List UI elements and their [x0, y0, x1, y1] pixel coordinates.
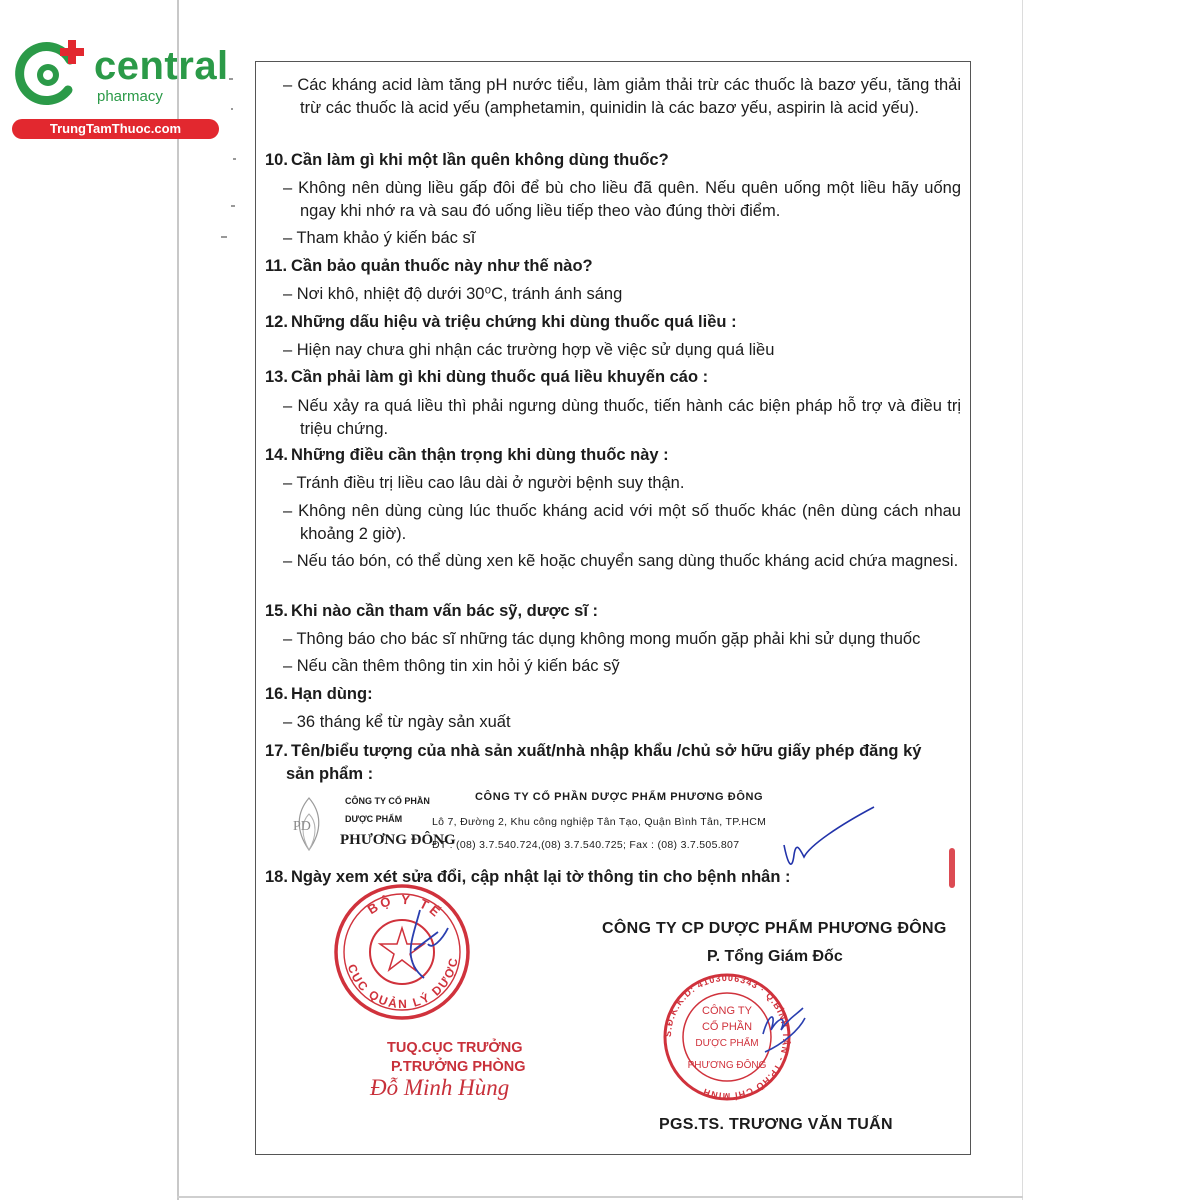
lotus-logo-icon	[287, 794, 331, 854]
bullet-item: – Thông báo cho bác sĩ những tác dụng không mong muốn gặp phải khi sử dụng thuốc	[283, 630, 921, 648]
left-signature-title-2: P.TRƯỞNG PHÒNG	[391, 1059, 526, 1075]
section-title: Tên/biểu tượng của nhà sản xuất/nhà nhập khẩu /chủ sở hữu giấy phép đăng ký	[291, 742, 922, 760]
right-signature-title: P. Tổng Giám Đốc	[707, 948, 843, 965]
manufacturer-address: Lô 7, Đường 2, Khu công nghiệp Tân Tạo, Quận Bình Tân, TP.HCM	[432, 816, 767, 828]
manufacturer-signature-icon	[770, 805, 880, 875]
central-pharmacy-logo[interactable]	[10, 38, 229, 138]
company-stamp-line: CÔNG TY	[702, 1005, 752, 1017]
scan-edge-left	[177, 0, 179, 1200]
section-number: 16.	[265, 685, 288, 703]
right-signature-name: PGS.TS. TRƯƠNG VĂN TUẤN	[659, 1116, 893, 1133]
company-stamp-line: CỔ PHẦN	[701, 1021, 753, 1033]
scan-speck	[221, 236, 227, 238]
right-signature-company: CÔNG TY CP DƯỢC PHẨM PHƯƠNG ĐÔNG	[602, 920, 947, 937]
manufacturer-phone: ĐT : (08) 3.7.540.724,(08) 3.7.540.725; Fax : (08) 3.7.505.807	[432, 839, 740, 851]
manufacturer-logo-text: PD	[293, 819, 311, 834]
svg-text:BỘ Y TẾ	[365, 892, 445, 922]
bullet-item: – Không nên dùng cùng lúc thuốc kháng acid với một số thuốc khác (nên dùng cách nhau khoảng 2 giờ).	[283, 502, 961, 543]
section-title: Khi nào cần tham vấn bác sỹ, dược sĩ :	[291, 602, 599, 620]
intro-bullet: – Các kháng acid làm tăng pH nước tiểu, làm giảm thải trừ các thuốc là bazơ yếu, tăng thải trừ các thuốc là acid yếu (amphetamin, quinidin là các bazơ yếu, aspirin là acid yếu).	[283, 76, 961, 117]
scan-edge-right	[1022, 0, 1023, 1200]
scan-edge-bottom	[177, 1196, 1023, 1198]
section-number: 12.	[265, 313, 288, 331]
manufacturer-company-name: CÔNG TY CỔ PHẦN DƯỢC PHẨM PHƯƠNG ĐÔNG	[475, 791, 764, 803]
stamp-bottom-text: CỤC QUẢN LÝ DƯỢC	[344, 955, 461, 1012]
company-stamp-ring-text: S.Đ.K.K.D: 4103006343 · Q.BÌNH TÂN - TP.HỒ CHÍ MINH	[662, 972, 792, 1102]
company-stamp-line: PHƯƠNG ĐÔNG	[687, 1060, 767, 1071]
section-number: 17.	[265, 742, 288, 760]
section-title: Ngày xem xét sửa đổi, cập nhật lại tờ thông tin cho bệnh nhân :	[291, 868, 791, 886]
ministry-of-health-stamp-icon	[332, 880, 472, 1025]
section-title: Hạn dùng:	[291, 685, 373, 703]
scan-speck	[229, 78, 233, 80]
section-number: 11.	[265, 257, 288, 275]
section-heading-15	[265, 600, 598, 623]
bullet-item: – Tham khảo ý kiến bác sĩ	[283, 229, 476, 247]
left-signature-title-1: TUQ.CỤC TRƯỞNG	[387, 1040, 523, 1056]
bullet-item: – Nếu xảy ra quá liều thì phải ngưng dùng thuốc, tiến hành các biện pháp hỗ trợ và điều trị triệu chứng.	[283, 397, 961, 438]
section-title: Cần phải làm gì khi dùng thuốc quá liều khuyến cáo :	[291, 368, 709, 386]
section-title: Cần làm gì khi một lần quên không dùng thuốc?	[291, 151, 669, 169]
section-heading-17-continued: sản phẩm :	[286, 765, 374, 783]
section-number: 18.	[265, 868, 288, 886]
section-heading-16	[265, 683, 373, 706]
bullet-item: – Nếu táo bón, có thể dùng xen kẽ hoặc chuyển sang dùng thuốc kháng acid chứa magnesi.	[283, 552, 959, 570]
bullet-item: – Nếu cần thêm thông tin xin hỏi ý kiến bác sỹ	[283, 657, 620, 675]
section-number: 10.	[265, 151, 288, 169]
company-stamp-line: DƯỢC PHẨM	[695, 1038, 759, 1049]
section-title: Những điều cần thận trọng khi dùng thuốc này :	[291, 446, 669, 464]
pharmacy-cross-logo-icon	[10, 38, 92, 110]
bullet-item: – Tránh điều trị liều cao lâu dài ở người bệnh suy thận.	[283, 474, 685, 492]
section-title: Cần bảo quản thuốc này như thế nào?	[291, 257, 593, 275]
scan-speck	[231, 108, 233, 110]
section-number: 15.	[265, 602, 288, 620]
section-heading-14	[265, 444, 669, 467]
bullet-item: – 36 tháng kể từ ngày sản xuất	[283, 713, 511, 731]
scan-speck	[233, 158, 236, 160]
section-heading-10	[265, 149, 669, 172]
manufacturer-small-line: DƯỢC PHẨM	[345, 814, 403, 824]
scan-speck	[231, 205, 235, 207]
company-stamp-icon	[653, 972, 808, 1102]
bullet-item: – Không nên dùng liều gấp đôi để bù cho liều đã quên. Nếu quên uống một liều hãy uống ngay khi nhớ ra và sau đó uống liều tiếp theo vào đúng thời điểm.	[283, 179, 961, 220]
section-heading-11	[265, 255, 593, 278]
logo-brand-text: central	[94, 44, 229, 88]
section-heading-17	[265, 740, 921, 763]
bullet-item: – Nơi khô, nhiệt độ dưới 30⁰C, tránh ánh sáng	[283, 285, 623, 303]
section-number: 14.	[265, 446, 288, 464]
logo-subtitle: pharmacy	[97, 88, 163, 105]
section-heading-13	[265, 366, 708, 389]
bullet-item: – Hiện nay chưa ghi nhận các trường hợp về việc sử dụng quá liều	[283, 341, 775, 359]
manufacturer-brand-name: PHƯƠNG ĐÔNG	[340, 832, 456, 848]
logo-url-badge[interactable]: TrungTamThuoc.com	[12, 119, 219, 139]
section-heading-12	[265, 311, 737, 334]
section-title: Những dấu hiệu và triệu chứng khi dùng thuốc quá liều :	[291, 313, 737, 331]
left-signature-name: Đỗ Minh Hùng	[370, 1075, 510, 1100]
red-ink-mark	[949, 848, 955, 888]
manufacturer-small-line: CÔNG TY CỔ PHẦN	[345, 796, 430, 806]
stamp-top-text: BỘ Y TẾ	[364, 891, 446, 922]
section-number: 13.	[265, 368, 288, 386]
